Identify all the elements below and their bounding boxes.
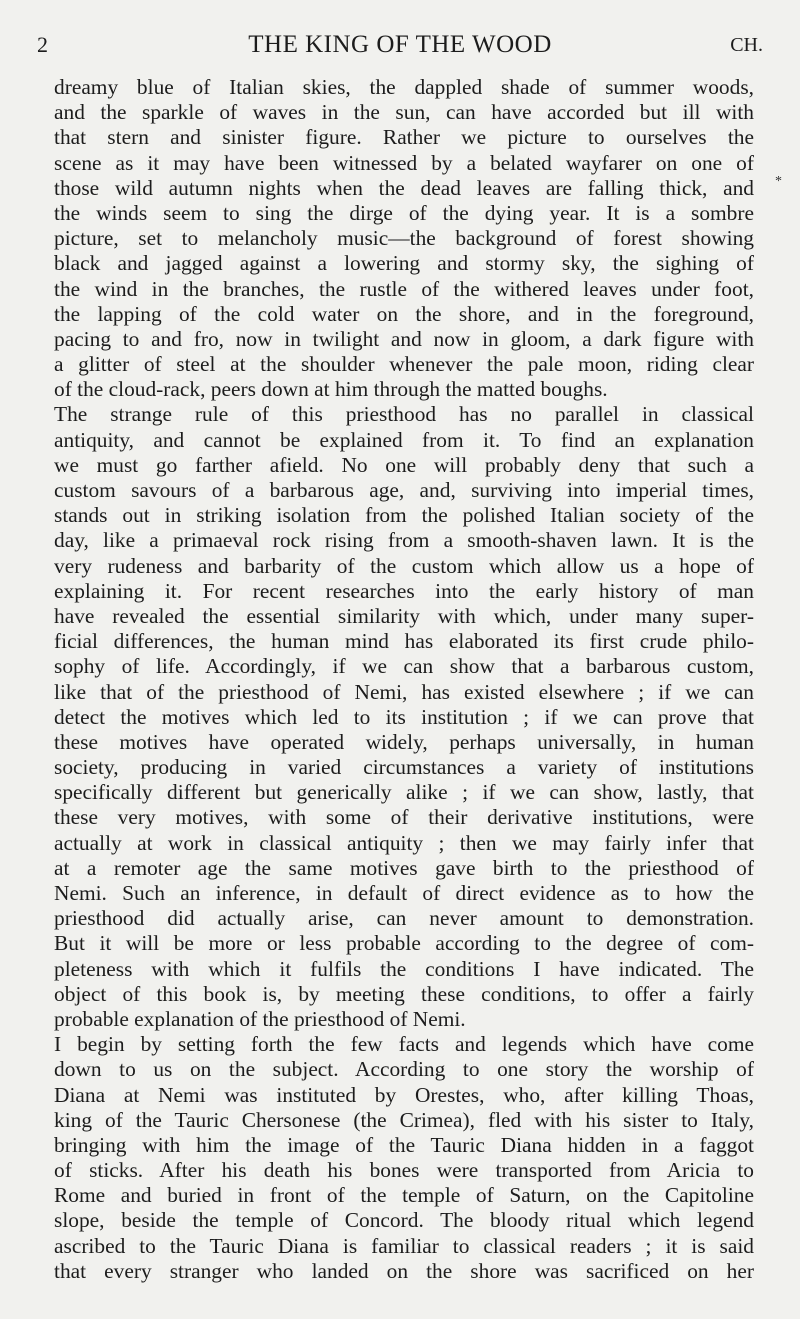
text-line: explaining it. For recent researches into the early history of man: [54, 578, 754, 603]
text-line: The strange rule of this priesthood has no parallel in classical: [54, 402, 754, 427]
margin-mark: *: [775, 174, 782, 189]
text-line: of sticks. After his death his bones were transported from Aricia to: [54, 1158, 754, 1183]
text-line: down to us on the subject. According to one story the worship of: [54, 1057, 754, 1082]
text-line: dreamy blue of Italian skies, the dappled shade of summer woods,: [54, 75, 754, 99]
text-line: the wind in the branches, the rustle of the withered leaves under foot,: [54, 276, 754, 301]
text-line: have revealed the essential similarity with which, under many super-: [54, 603, 754, 628]
text-line: Rome and buried in front of the temple of Saturn, on the Capitoline: [54, 1183, 754, 1208]
text-line: the winds seem to sing the dirge of the dying year. It is a sombre: [54, 200, 754, 225]
text-line: specifically different but generically alike ; if we can show, lastly, that: [54, 780, 754, 805]
text-line: day, like a primaeval rock rising from a smooth-shaven lawn. It is the: [54, 528, 754, 553]
text-line: society, producing in varied circumstances a variety of institutions: [54, 755, 754, 780]
text-line: picture, set to melancholy music—the background of forest showing: [54, 226, 754, 251]
text-line: scene as it may have been witnessed by a belated wayfarer on one of: [54, 150, 754, 175]
text-line: the lapping of the cold water on the shore, and in the foreground,: [54, 301, 754, 326]
text-line: these motives have operated widely, perhaps universally, in human: [54, 729, 754, 754]
text-line: object of this book is, by meeting these conditions, to offer a fairly: [54, 981, 754, 1006]
text-line: king of the Tauric Chersonese (the Crimea), fled with his sister to Italy,: [54, 1107, 754, 1132]
text-line: pacing to and fro, now in twilight and now in gloom, a dark figure with: [54, 326, 754, 351]
text-line: slope, beside the temple of Concord. The bloody ritual which legend: [54, 1208, 754, 1233]
text-line: ascribed to the Tauric Diana is familiar to classical readers ; it is said: [54, 1233, 754, 1258]
text-line: actually at work in classical antiquity ; then we may fairly infer that: [54, 830, 754, 855]
text-line: those wild autumn nights when the dead leaves are falling thick, and: [54, 175, 754, 200]
body-text: [54, 75, 754, 1284]
text-line: these very motives, with some of their derivative institutions, were: [54, 805, 754, 830]
text-line: black and jagged against a lowering and stormy sky, the sighing of: [54, 251, 754, 276]
text-line: of the cloud-rack, peers down at him through the matted boughs.: [54, 377, 608, 402]
text-line: and the sparkle of waves in the sun, can have accorded but ill with: [54, 100, 754, 125]
page-number: 2: [37, 32, 48, 57]
running-head: [37, 30, 763, 60]
text-line: But it will be more or less probable according to the degree of com-: [54, 931, 754, 956]
text-line: a glitter of steel at the shoulder whenever the pale moon, riding clear: [54, 352, 754, 377]
text-line: pleteness with which it fulfils the conditions I have indicated. The: [54, 956, 754, 981]
text-line: custom savours of a barbarous age, and, surviving into imperial times,: [54, 478, 754, 502]
text-line: antiquity, and cannot be explained from it. To find an explanation: [54, 427, 754, 452]
text-line: priesthood did actually arise, can never amount to demonstration.: [54, 906, 754, 931]
text-line: Diana at Nemi was instituted by Orestes, who, after killing Thoas,: [54, 1082, 754, 1107]
text-line: that every stranger who landed on the shore was sacrificed on her: [54, 1258, 754, 1283]
text-line: detect the motives which led to its institution ; if we can prove that: [54, 704, 754, 729]
text-line: we must go farther afield. No one will probably deny that such a: [54, 452, 754, 477]
text-line: at a remoter age the same motives gave birth to the priesthood of: [54, 855, 754, 880]
text-line: sophy of life. Accordingly, if we can show that a barbarous custom,: [54, 654, 754, 679]
text-line: probable explanation of the priesthood of Nemi.: [54, 1006, 466, 1031]
text-line: like that of the priesthood of Nemi, has existed elsewhere ; if we can: [54, 679, 754, 704]
text-line: bringing with him the image of the Tauric Diana hidden in a faggot: [54, 1132, 754, 1157]
text-line: stands out in striking isolation from the polished Italian society of the: [54, 503, 754, 528]
chapter-abbreviation: CH.: [730, 34, 763, 56]
text-line: that stern and sinister figure. Rather we picture to ourselves the: [54, 125, 754, 150]
text-line: very rudeness and barbarity of the custom which allow us a hope of: [54, 553, 754, 578]
text-line: I begin by setting forth the few facts and legends which have come: [54, 1032, 754, 1057]
chapter-title: THE KING OF THE WOOD: [248, 31, 552, 58]
text-line: Nemi. Such an inference, in default of direct evidence as to how the: [54, 881, 754, 905]
text-line: ficial differences, the human mind has elaborated its first crude philo-: [54, 629, 754, 654]
